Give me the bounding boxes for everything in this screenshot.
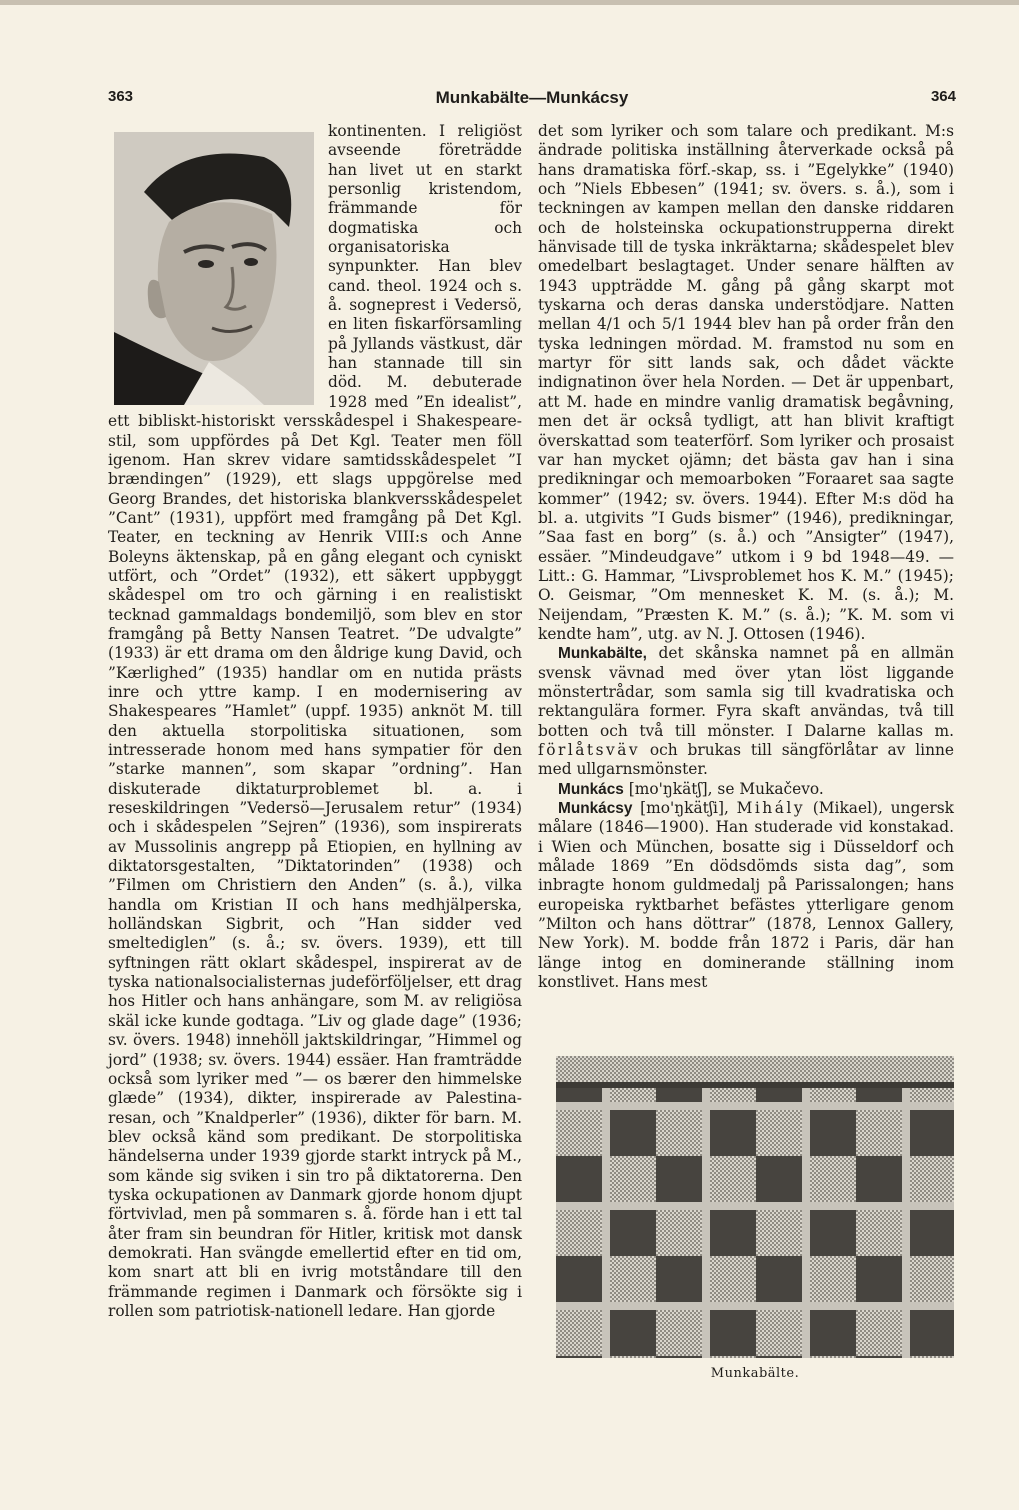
page-number-right: 364 — [930, 88, 956, 105]
text-paragraph: det som lyriker och som talare och predikant. M:s ändrade politiska inställning återverkade också på hans dramatiska förf.-skap, ss. i ”Egelykke” (1940) och ”Niels Ebbesen” (1941; sv. övers. s. å.), som i teckningen av kampen mellan den danske riddaren och de holsteinska ockupationstrupperna direkt hänvisade till de tyska inkräktarna; skådespelet blev omedelbart beslagtaget. Under senare hälften av 1943 uppträdde M. gång på gång skarpt mot tyskarna och deras danska understödjare. Natten mellan 4/1 och 5/1 1944 blev han på order från den tyska ledningen mördad. M. framstod nu som en martyr för sitt lands sak, och dådet väckte indignatinon över hela Norden. — Det är uppenbart, att M. hade en mindre vanlig dramatisk begåvning, men det är också tydligt, att han blivit kraftigt överskattad som teaterförf. Som lyriker och prosaist var han mycket ojämn; det bästa gav han i sina predikningar och memoarboken ”Foraaret saa sagte kommer” (1942; sv. övers. 1944). Efter M:s död ha bl. a. utgivits ”I Guds bismer” (1946), predikningar, ”Saa fast en borg” (s. å.) och ”Ansigter” (1947), essäer. ”Mindeudgave” utkom i 9 bd 1948—49. — Litt.: G. Hammar, ”Livsproblemet hos K. M.” (1945); O. Geismar, ”Om mennesket K. M. (s. å.); M. Neijendam, ”Præsten K. M.” (s. å.); ”K. M. som vi kendte ham”, utg. av N. J. Ottosen (1946). — [538, 122, 954, 643]
entry-munkabalte — [538, 644, 954, 779]
running-title: Munkabälte—Munkácsy — [435, 88, 629, 107]
running-header — [108, 88, 956, 110]
figure-caption: Munkabälte. — [710, 1366, 800, 1381]
page-number-left: 363 — [108, 88, 134, 105]
portrait-photo — [114, 132, 314, 405]
entry-text: [mo'ŋkätʃ], se Mukačevo. — [623, 779, 824, 798]
text-paragraph: kontinenten. I religiöst avseende företrädde han livet ut en starkt personlig kristendom, främmande för dogmatiska och organisatoriska synpunkter. Han blev cand. theol. 1924 och s. å. sogneprest i Vedersö, en liten fiskarförsamling på Jyllands västkust, där han stannade till sin död. M. debuterade 1928 med ”En idealist”, ett bibliskt-historiskt versskådespel i Shakespeare-stil, som uppfördes på Det Kgl. Teater men föll igenom. Han skrev vidare samtidsskådespelet ”I brændingen” (1929), ett slags uppgörelse med Georg Brandes, det historiska blankversskådespelet ”Cant” (1931), uppfört med framgång på Det Kgl. Teater, en teckning av Henrik VIII:s och Anne Boleyns äktenskap, på en gång elegant och cyniskt utfört, och ”Ordet” (1932), ett säkert uppbyggt skådespel om tro och gärning i en realistiskt tecknad gammaldags bondemiljö, som blev en stor framgång på Betty Nansen Teatret. ”De udvalgte” (1933) är ett drama om den åldrige kung David, och ”Kærlighed” (1935) handlar om en nutida prästs inre och yttre kamp. I en modernisering av Shakespeares ”Hamlet” (uppf. 1935) anknöt M. till den aktuella storpolitiska situationen, som intresserade honom med hans sympatier för den ”starke mannen”, som skapar ”ordning”. Han diskuterade diktaturproblemet bl. a. i reseskildringen ”Vedersö—Jerusalem retur” (1934) och i skådespelen ”Sejren” (1936), som inspirerats av Mussolinis angrepp på Etiopien, en hyllning av diktatorsgestalten, ”Diktatorinden” (1938) och ”Filmen om Christiern den Anden” (s. å.), vilka handla om Kristian II och hans medhjälperska, holländskan Sigbrit, och ”Han sidder ved smeltediglen” (s. å.; sv. övers. 1939), ett till syftningen rätt oklart skådespel, inspirerat av de tyska nationalsocialisternas judeförföljelser, ett drag hos Hitler och hans anhängare, som M. av religiösa skäl icke kunde godtaga. ”Liv og glade dage” (1936; sv. övers. 1948) innehöll jaktskildringar, ”Himmel og jord” (1938; sv. övers. 1944) essäer. Han framträdde också som lyriker med ”— os bærer den himmelske glæde” (1934), dikter, inspirerade av Palestina-resan, och ”Knaldperler” (1936), dikter för barn. M. blev också känd som predikant. De storpolitiska händelserna under 1939 gjorde starkt intryck på M., som kände sig sviken i sin tro på diktatorerna. Den tyska ockupationen av Danmark gjorde honom djupt förtvivlad, men på sommaren s. å. förde han i ett tal åter fram sin beundran för Hitler, kritisk mot dansk demokrati. Han svängde emellertid efter en tid om, kom snart att bli en ivrig motståndare till den främmande regimen i Danmark och försökte sig i rollen som patriotisk-nationell ledare. Han gjorde — [108, 122, 522, 1320]
entry-headword: Munkács — [558, 780, 624, 798]
entry-munkacsy — [538, 799, 954, 992]
entry-text: [mo'ŋkätʃi], — [632, 799, 737, 818]
left-column — [108, 122, 522, 1321]
entry-text: och brukas till sängförlåtar av linne med ullgarnsmönster. — [538, 741, 954, 779]
page-top-edge — [0, 0, 1019, 5]
entry-spaced-term: förlåtsväv — [538, 741, 641, 759]
right-column — [538, 122, 954, 992]
weave-figure — [556, 1056, 954, 1358]
entry-text: (Mikael), ungersk målare (1846—1900). Han studerade vid konstakad. i Wien och München, bosatte sig i Düsseldorf och målade 1869 ”En dödsdömds sista dag”, som inbragte honom guldmedalj på Parissalongen; hans europeiska ryktbarhet befästes ytterligare genom ”Milton och hans döttrar” (1878, Lennox Gallery, New York). M. bodde från 1872 i Paris, där han länge intog en dominerande ställning inom konstlivet. Hans mest — [538, 799, 954, 992]
entry-munkacs — [538, 780, 954, 799]
entry-headword: Munkabälte, — [558, 645, 647, 663]
entry-text: det skånska namnet på en allmän svensk vävnad med över ytan löst liggande mönstertrådar, som samla sig till kvadratiska och rektangulära former. Fyra skaft användas, två till botten och två till mönster. I Dalarne kallas m. — [538, 644, 954, 740]
entry-headword: Munkácsy — [558, 800, 633, 818]
entry-spaced-term: Mihály — [736, 799, 806, 818]
